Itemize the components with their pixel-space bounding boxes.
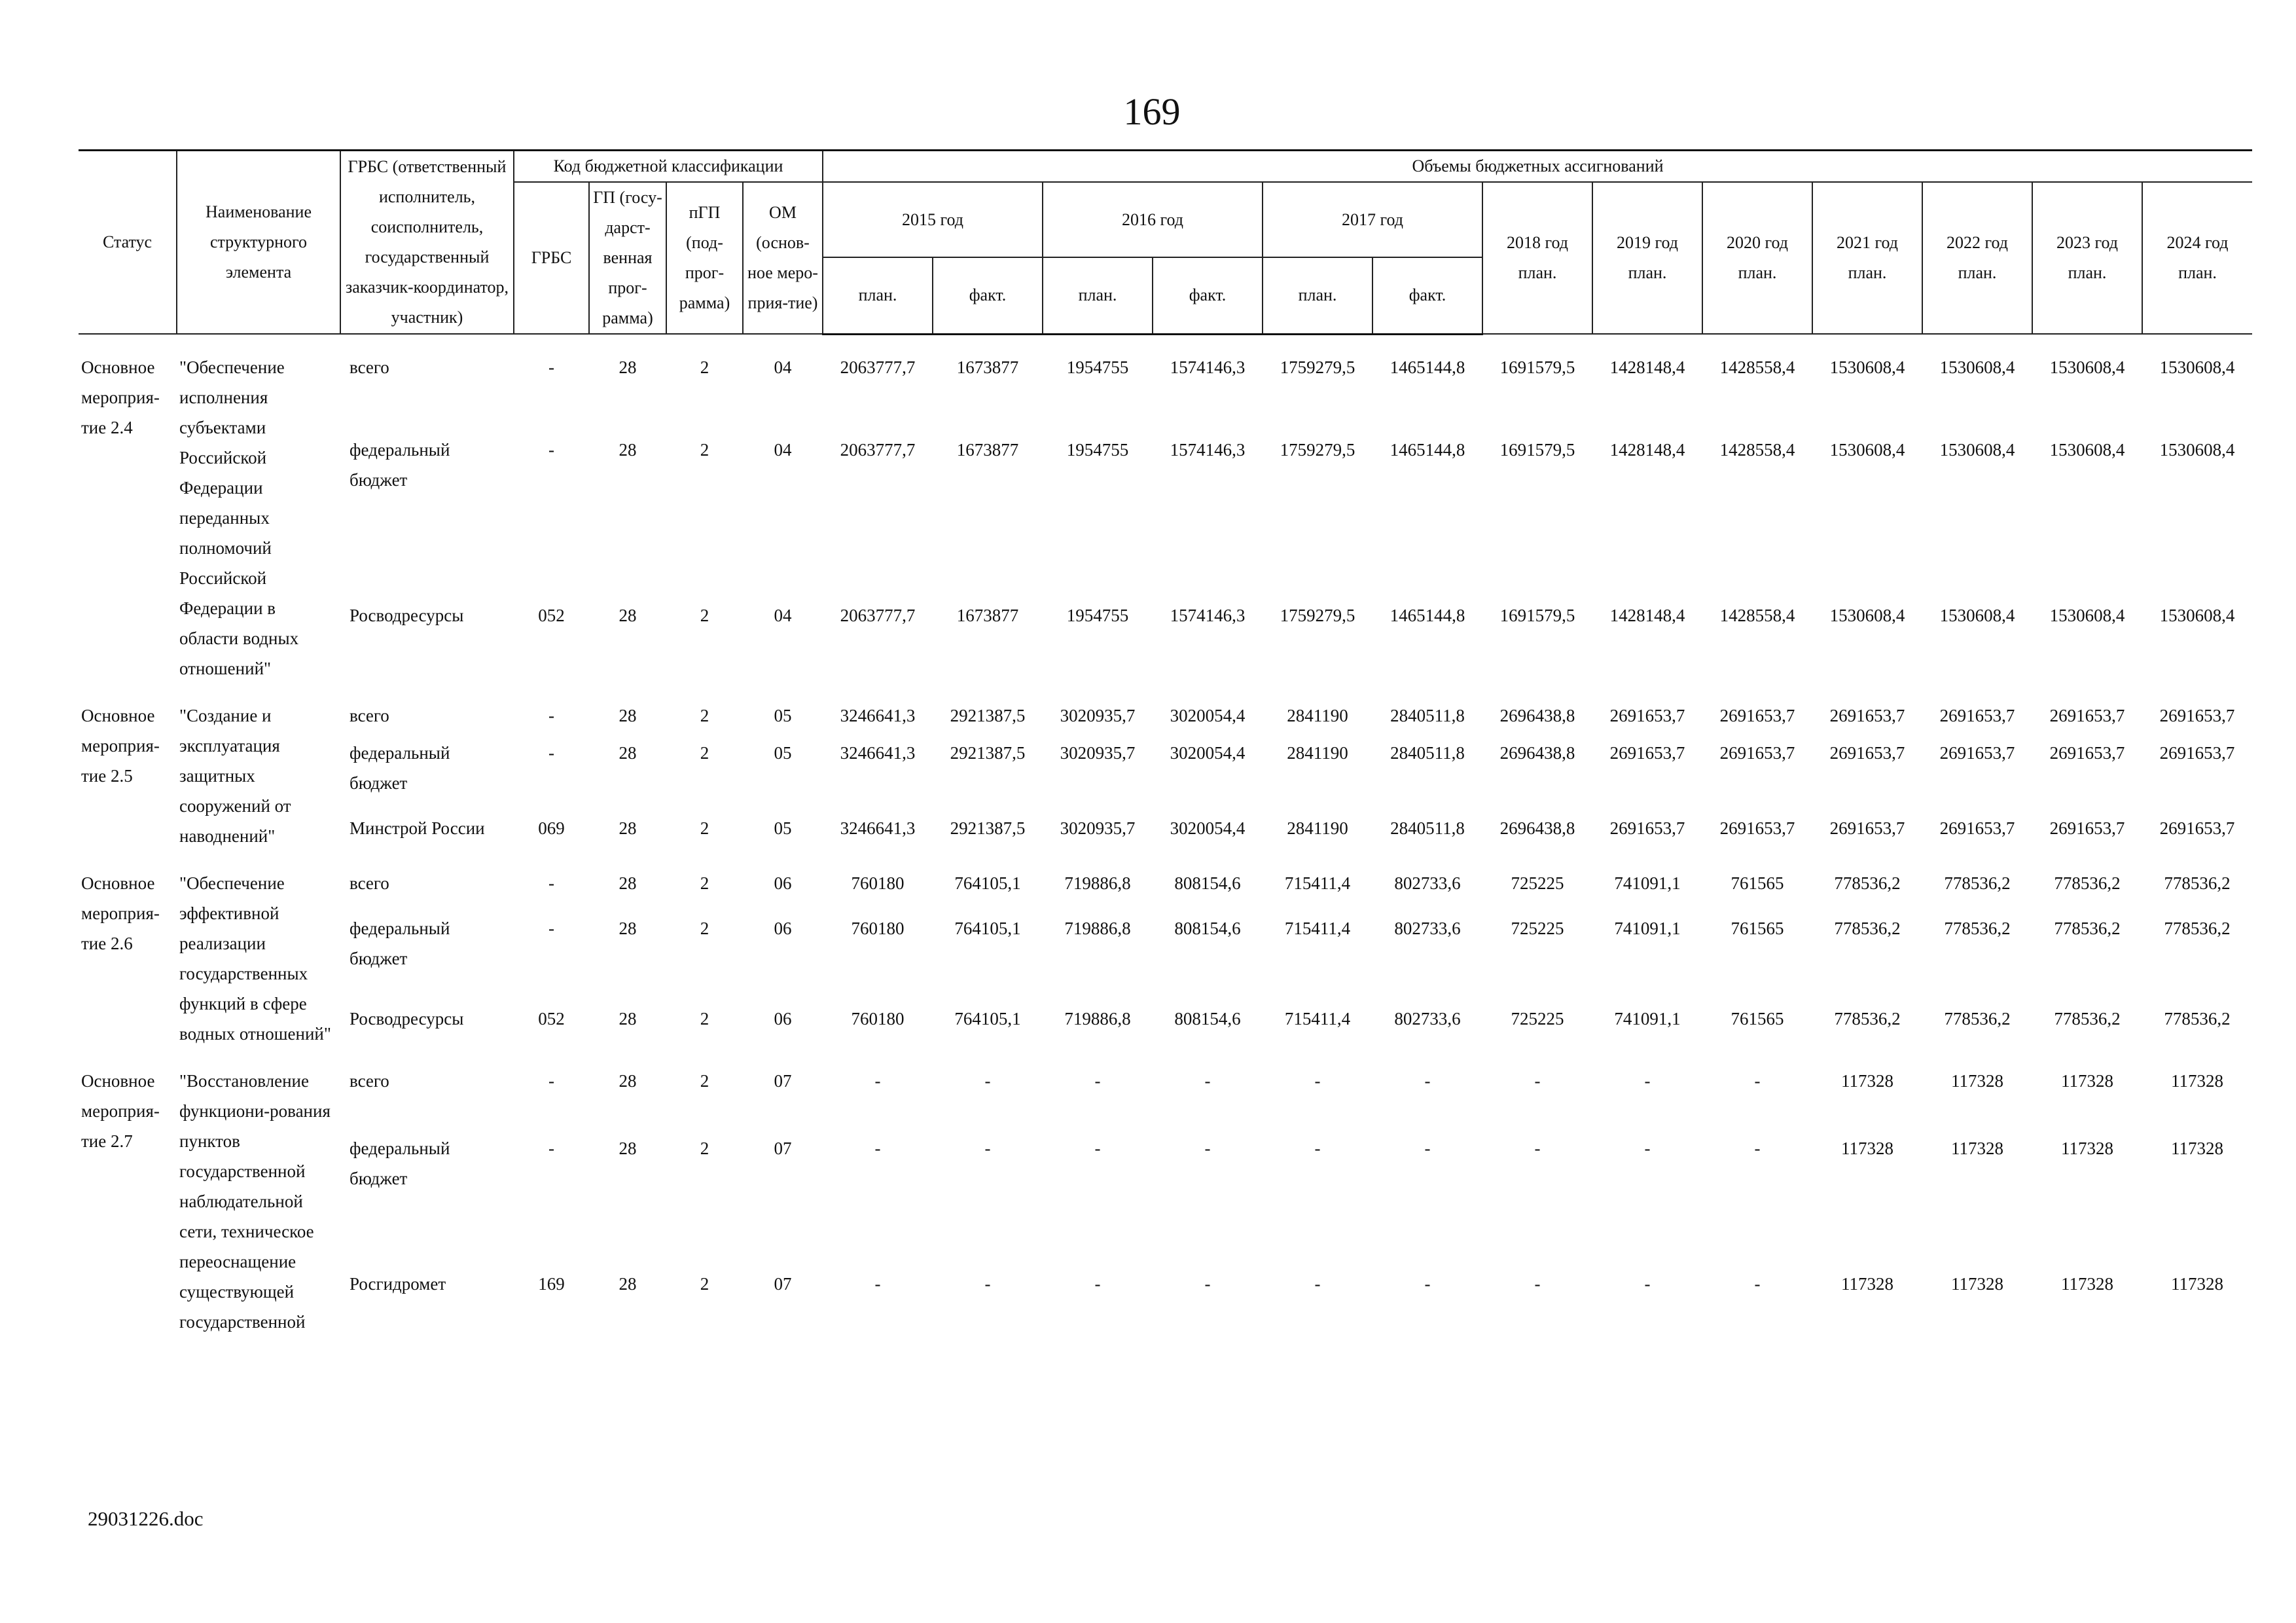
amount-cell: 1759279,5 bbox=[1280, 606, 1355, 625]
amount-cell: 1954755 bbox=[1066, 357, 1129, 377]
grbs-code-cell: - bbox=[548, 743, 554, 763]
pgp-code-cell: 2 bbox=[700, 440, 709, 460]
om-code-cell: 06 bbox=[774, 1008, 792, 1029]
amount-cell: - bbox=[1424, 1139, 1431, 1158]
header-name: Наименование структурного элемента bbox=[177, 151, 340, 335]
amount-cell: 2840511,8 bbox=[1390, 818, 1465, 838]
amount-cell: - bbox=[1754, 1139, 1761, 1158]
om-code-cell: 06 bbox=[774, 918, 792, 938]
table-row bbox=[79, 813, 2252, 851]
amount-cell: 725225 bbox=[1511, 873, 1564, 893]
pgp-code-cell: 2 bbox=[700, 1008, 709, 1029]
table-row bbox=[79, 738, 2252, 813]
amount-cell: - bbox=[1314, 1070, 1321, 1091]
amount-cell: 3020054,4 bbox=[1170, 818, 1246, 838]
amount-cell: 117328 bbox=[1841, 1139, 1893, 1158]
amount-cell: 2691653,7 bbox=[2159, 705, 2235, 725]
amount-cell: 778536,2 bbox=[1944, 918, 2011, 938]
amount-cell: 117328 bbox=[1841, 1070, 1893, 1091]
amount-cell: 1465144,8 bbox=[1390, 357, 1465, 377]
header-pgp: пГП (под-прог-рамма) bbox=[666, 182, 743, 334]
amount-cell: 741091,1 bbox=[1614, 1008, 1681, 1029]
amount-cell: - bbox=[1534, 1070, 1541, 1091]
pgp-code-cell: 2 bbox=[700, 705, 709, 725]
amount-cell: 1759279,5 bbox=[1280, 357, 1355, 377]
amount-cell: 2691653,7 bbox=[1939, 705, 2015, 725]
amount-cell: 778536,2 bbox=[2164, 918, 2231, 938]
amount-cell: 1673877 bbox=[956, 357, 1019, 377]
amount-cell: 760180 bbox=[851, 1008, 905, 1029]
grbs-code-cell: 052 bbox=[538, 1008, 565, 1029]
pgp-code-cell: 2 bbox=[700, 606, 709, 625]
amount-cell: 2691653,7 bbox=[1719, 705, 1795, 725]
table-row bbox=[79, 352, 2252, 435]
gp-code-cell: 28 bbox=[619, 1274, 637, 1294]
amount-cell: 117328 bbox=[2061, 1274, 2113, 1294]
grbs-name-cell: федеральный бюджет bbox=[350, 743, 450, 793]
amount-cell: 808154,6 bbox=[1174, 918, 1241, 938]
header-year-2018: 2018 год план. bbox=[1482, 182, 1592, 334]
om-code-cell: 04 bbox=[774, 606, 792, 625]
amount-cell: - bbox=[1534, 1139, 1541, 1158]
amount-cell: 764105,1 bbox=[954, 1008, 1021, 1029]
amount-cell: 808154,6 bbox=[1174, 873, 1241, 893]
header-year-2017: 2017 год bbox=[1263, 182, 1482, 257]
amount-cell: 1530608,4 bbox=[1829, 606, 1905, 625]
table-row bbox=[79, 1004, 2252, 1049]
amount-cell: 719886,8 bbox=[1064, 918, 1131, 938]
amount-cell: - bbox=[1644, 1274, 1651, 1294]
amount-cell: 2696438,8 bbox=[1499, 818, 1575, 838]
amount-cell: 761565 bbox=[1731, 918, 1784, 938]
amount-cell: 1530608,4 bbox=[2159, 606, 2235, 625]
amount-cell: 1673877 bbox=[956, 606, 1019, 625]
amount-cell: - bbox=[874, 1139, 881, 1158]
amount-cell: 1428558,4 bbox=[1719, 606, 1795, 625]
amount-cell: - bbox=[1094, 1070, 1101, 1091]
amount-cell: 778536,2 bbox=[2054, 1008, 2121, 1029]
amount-cell: 778536,2 bbox=[1834, 918, 1901, 938]
grbs-name-cell: федеральный бюджет bbox=[350, 1139, 450, 1188]
amount-cell: 1574146,3 bbox=[1170, 440, 1246, 460]
amount-cell: 117328 bbox=[1951, 1070, 2003, 1091]
header-status: Статус bbox=[79, 151, 177, 335]
amount-cell: 2840511,8 bbox=[1390, 705, 1465, 725]
amount-cell: 1428148,4 bbox=[1609, 357, 1685, 377]
amount-cell: 2696438,8 bbox=[1499, 743, 1575, 763]
amount-cell: 117328 bbox=[2061, 1139, 2113, 1158]
header-year-2023: 2023 год план. bbox=[2032, 182, 2142, 334]
amount-cell: 1530608,4 bbox=[1939, 606, 2015, 625]
header-kbk: Код бюджетной классификации bbox=[514, 151, 823, 183]
amount-cell: 2691653,7 bbox=[1829, 743, 1905, 763]
amount-cell: 1691579,5 bbox=[1499, 440, 1575, 460]
table-row bbox=[79, 435, 2252, 600]
amount-cell: 1530608,4 bbox=[2159, 357, 2235, 377]
element-name-cell: "Восстановление функциони-рования пунктов государственной наблюдательной сети, техническое переоснащение существующей государственной bbox=[179, 1070, 331, 1332]
group-spacer bbox=[79, 851, 2252, 868]
amount-cell: 760180 bbox=[851, 873, 905, 893]
status-cell: Основное мероприя-тие 2.5 bbox=[81, 705, 160, 786]
grbs-name-cell: Росводресурсы bbox=[350, 1008, 464, 1029]
amount-cell: 761565 bbox=[1731, 1008, 1784, 1029]
status-cell: Основное мероприя-тие 2.4 bbox=[81, 357, 160, 437]
om-code-cell: 04 bbox=[774, 357, 792, 377]
amount-cell: 2841190 bbox=[1287, 818, 1348, 838]
amount-cell: 719886,8 bbox=[1064, 1008, 1131, 1029]
amount-cell: - bbox=[874, 1274, 881, 1294]
amount-cell: 2691653,7 bbox=[2049, 705, 2125, 725]
amount-cell: 2921387,5 bbox=[950, 743, 1026, 763]
amount-cell: 719886,8 bbox=[1064, 873, 1131, 893]
amount-cell: 1759279,5 bbox=[1280, 440, 1355, 460]
om-code-cell: 07 bbox=[774, 1274, 792, 1294]
pgp-code-cell: 2 bbox=[700, 1274, 709, 1294]
gp-code-cell: 28 bbox=[619, 440, 637, 460]
table-row bbox=[79, 913, 2252, 1004]
grbs-code-cell: - bbox=[548, 1139, 554, 1158]
amount-cell: 3020054,4 bbox=[1170, 705, 1246, 725]
header-year-2016: 2016 год bbox=[1043, 182, 1263, 257]
element-name-cell: "Обеспечение исполнения субъектами Российской Федерации переданных полномочий Российской Федерации в области водных отношений" bbox=[179, 357, 299, 678]
amount-cell: 2063777,7 bbox=[840, 440, 916, 460]
table-row bbox=[79, 600, 2252, 684]
amount-cell: 2696438,8 bbox=[1499, 705, 1575, 725]
amount-cell: 778536,2 bbox=[2054, 918, 2121, 938]
amount-cell: 778536,2 bbox=[1944, 1008, 2011, 1029]
header-gp: ГП (госу-дарст-венная прог-рамма) bbox=[589, 182, 666, 334]
grbs-code-cell: - bbox=[548, 873, 554, 893]
amount-cell: 3020935,7 bbox=[1060, 705, 1136, 725]
status-cell: Основное мероприя-тие 2.6 bbox=[81, 873, 160, 953]
header-om: ОМ (основ-ное меро-прия-тие) bbox=[743, 182, 823, 334]
table-row bbox=[79, 868, 2252, 913]
amount-cell: 2691653,7 bbox=[1939, 818, 2015, 838]
gp-code-cell: 28 bbox=[619, 357, 637, 377]
amount-cell: 802733,6 bbox=[1394, 1008, 1461, 1029]
table-row bbox=[79, 1133, 2252, 1269]
amount-cell: 117328 bbox=[1951, 1139, 2003, 1158]
amount-cell: 2691653,7 bbox=[1719, 743, 1795, 763]
amount-cell: 117328 bbox=[1841, 1274, 1893, 1294]
amount-cell: 1954755 bbox=[1066, 440, 1129, 460]
amount-cell: 2921387,5 bbox=[950, 818, 1026, 838]
grbs-code-cell: 169 bbox=[538, 1274, 565, 1294]
amount-cell: 1574146,3 bbox=[1170, 357, 1246, 377]
amount-cell: 3020935,7 bbox=[1060, 743, 1136, 763]
amount-cell: 1691579,5 bbox=[1499, 606, 1575, 625]
amount-cell: 802733,6 bbox=[1394, 918, 1461, 938]
amount-cell: 1428148,4 bbox=[1609, 606, 1685, 625]
amount-cell: 778536,2 bbox=[2054, 873, 2121, 893]
grbs-code-cell: 052 bbox=[538, 606, 565, 625]
amount-cell: 2691653,7 bbox=[1609, 818, 1685, 838]
amount-cell: - bbox=[1204, 1139, 1211, 1158]
header-year-2021: 2021 год план. bbox=[1812, 182, 1922, 334]
amount-cell: 1530608,4 bbox=[1829, 357, 1905, 377]
amount-cell: - bbox=[984, 1139, 991, 1158]
amount-cell: 1673877 bbox=[956, 440, 1019, 460]
grbs-name-cell: всего bbox=[350, 705, 389, 725]
status-cell: Основное мероприя-тие 2.7 bbox=[81, 1070, 160, 1151]
table-header bbox=[79, 151, 2252, 335]
pgp-code-cell: 2 bbox=[700, 918, 709, 938]
amount-cell: 778536,2 bbox=[1834, 1008, 1901, 1029]
amount-cell: 1428558,4 bbox=[1719, 357, 1795, 377]
header-year-2022: 2022 год план. bbox=[1922, 182, 2032, 334]
spacer-cell bbox=[79, 1049, 2252, 1066]
gp-code-cell: 28 bbox=[619, 1008, 637, 1029]
document-filename: 29031226.doc bbox=[88, 1507, 204, 1530]
amount-cell: - bbox=[984, 1274, 991, 1294]
amount-cell: 1530608,4 bbox=[2049, 440, 2125, 460]
grbs-code-cell: - bbox=[548, 1070, 554, 1091]
gp-code-cell: 28 bbox=[619, 705, 637, 725]
amount-cell: 1465144,8 bbox=[1390, 606, 1465, 625]
amount-cell: - bbox=[1314, 1274, 1321, 1294]
pgp-code-cell: 2 bbox=[700, 1139, 709, 1158]
om-code-cell: 06 bbox=[774, 873, 792, 893]
amount-cell: 2691653,7 bbox=[2159, 818, 2235, 838]
header-2016-fact: факт. bbox=[1153, 257, 1263, 334]
amount-cell: 761565 bbox=[1731, 873, 1784, 893]
amount-cell: 778536,2 bbox=[2164, 1008, 2231, 1029]
amount-cell: 1530608,4 bbox=[2049, 357, 2125, 377]
amount-cell: 764105,1 bbox=[954, 918, 1021, 938]
amount-cell: 725225 bbox=[1511, 1008, 1564, 1029]
grbs-code-cell: - bbox=[548, 440, 554, 460]
om-code-cell: 05 bbox=[774, 818, 792, 838]
header-year-2020: 2020 год план. bbox=[1702, 182, 1812, 334]
om-code-cell: 05 bbox=[774, 705, 792, 725]
group-spacer bbox=[79, 684, 2252, 701]
header-2017-fact: факт. bbox=[1372, 257, 1482, 334]
amount-cell: - bbox=[1204, 1070, 1211, 1091]
gp-code-cell: 28 bbox=[619, 918, 637, 938]
amount-cell: - bbox=[1534, 1274, 1541, 1294]
om-code-cell: 05 bbox=[774, 743, 792, 763]
amount-cell: 2691653,7 bbox=[1719, 818, 1795, 838]
amount-cell: 2691653,7 bbox=[1829, 705, 1905, 725]
amount-cell: 1530608,4 bbox=[1939, 440, 2015, 460]
amount-cell: 3246641,3 bbox=[840, 705, 916, 725]
amount-cell: - bbox=[1094, 1274, 1101, 1294]
element-name-cell: "Обеспечение эффективной реализации государственных функций в сфере водных отношений" bbox=[179, 873, 331, 1044]
amount-cell: 725225 bbox=[1511, 918, 1564, 938]
amount-cell: 1530608,4 bbox=[2049, 606, 2125, 625]
pgp-code-cell: 2 bbox=[700, 873, 709, 893]
gp-code-cell: 28 bbox=[619, 606, 637, 625]
amount-cell: 3246641,3 bbox=[840, 818, 916, 838]
amount-cell: 802733,6 bbox=[1394, 873, 1461, 893]
grbs-code-cell: - bbox=[548, 357, 554, 377]
amount-cell: 715411,4 bbox=[1284, 1008, 1351, 1029]
amount-cell: - bbox=[1424, 1274, 1431, 1294]
grbs-name-cell: федеральный бюджет bbox=[350, 918, 450, 968]
amount-cell: 1530608,4 bbox=[2159, 440, 2235, 460]
amount-cell: 2691653,7 bbox=[1609, 705, 1685, 725]
amount-cell: - bbox=[984, 1070, 991, 1091]
grbs-name-cell: Минстрой России bbox=[350, 818, 485, 838]
page-number: 169 bbox=[1123, 90, 1181, 133]
amount-cell: - bbox=[1094, 1139, 1101, 1158]
amount-cell: 1530608,4 bbox=[1829, 440, 1905, 460]
amount-cell: 3020054,4 bbox=[1170, 743, 1246, 763]
group-spacer bbox=[79, 1049, 2252, 1066]
amount-cell: 2691653,7 bbox=[1609, 743, 1685, 763]
gp-code-cell: 28 bbox=[619, 743, 637, 763]
amount-cell: - bbox=[874, 1070, 881, 1091]
table-row bbox=[79, 1269, 2252, 1337]
header-2015-fact: факт. bbox=[933, 257, 1043, 334]
amount-cell: - bbox=[1754, 1070, 1761, 1091]
amount-cell: 741091,1 bbox=[1614, 918, 1681, 938]
gp-code-cell: 28 bbox=[619, 1139, 637, 1158]
amount-cell: 1428148,4 bbox=[1609, 440, 1685, 460]
group-spacer bbox=[79, 334, 2252, 352]
header-grbs: ГРБС bbox=[514, 182, 589, 334]
header-year-2019: 2019 год план. bbox=[1592, 182, 1702, 334]
grbs-code-cell: 069 bbox=[538, 818, 565, 838]
amount-cell: 2840511,8 bbox=[1390, 743, 1465, 763]
pgp-code-cell: 2 bbox=[700, 357, 709, 377]
pgp-code-cell: 2 bbox=[700, 818, 709, 838]
element-name-cell: "Создание и эксплуатация защитных сооружений от наводнений" bbox=[179, 705, 291, 846]
gp-code-cell: 28 bbox=[619, 873, 637, 893]
amount-cell: 778536,2 bbox=[2164, 873, 2231, 893]
grbs-code-cell: - bbox=[548, 918, 554, 938]
amount-cell: 778536,2 bbox=[1834, 873, 1901, 893]
amount-cell: 2691653,7 bbox=[1829, 818, 1905, 838]
grbs-name-cell: Росгидромет bbox=[350, 1274, 446, 1294]
grbs-name-cell: всего bbox=[350, 873, 389, 893]
amount-cell: 3020935,7 bbox=[1060, 818, 1136, 838]
om-code-cell: 07 bbox=[774, 1139, 792, 1158]
amount-cell: 1574146,3 bbox=[1170, 606, 1246, 625]
header-year-2015: 2015 год bbox=[823, 182, 1043, 257]
table-row bbox=[79, 701, 2252, 739]
amount-cell: - bbox=[1754, 1274, 1761, 1294]
amount-cell: 2691653,7 bbox=[2049, 743, 2125, 763]
amount-cell: - bbox=[1314, 1139, 1321, 1158]
amount-cell: - bbox=[1204, 1274, 1211, 1294]
amount-cell: - bbox=[1644, 1070, 1651, 1091]
amount-cell: 778536,2 bbox=[1944, 873, 2011, 893]
amount-cell: 2691653,7 bbox=[2049, 818, 2125, 838]
header-2015-plan: план. bbox=[823, 257, 933, 334]
grbs-name-cell: всего bbox=[350, 1070, 389, 1091]
header-2017-plan: план. bbox=[1263, 257, 1372, 334]
table-body bbox=[79, 334, 2252, 1337]
amount-cell: 2691653,7 bbox=[1939, 743, 2015, 763]
amount-cell: 741091,1 bbox=[1614, 873, 1681, 893]
grbs-name-cell: всего bbox=[350, 357, 389, 377]
amount-cell: - bbox=[1644, 1139, 1651, 1158]
gp-code-cell: 28 bbox=[619, 1070, 637, 1091]
pgp-code-cell: 2 bbox=[700, 743, 709, 763]
header-year-2024: 2024 год план. bbox=[2142, 182, 2252, 334]
amount-cell: 764105,1 bbox=[954, 873, 1021, 893]
header-volumes: Объемы бюджетных ассигнований bbox=[823, 151, 2252, 183]
table-row bbox=[79, 1066, 2252, 1134]
header-grbs-responsible: ГРБС (ответственный исполнитель, соисполнитель, государственный заказчик-координатор, участник) bbox=[340, 151, 514, 335]
gp-code-cell: 28 bbox=[619, 818, 637, 838]
amount-cell: 2841190 bbox=[1287, 743, 1348, 763]
amount-cell: 2063777,7 bbox=[840, 606, 916, 625]
amount-cell: 1465144,8 bbox=[1390, 440, 1465, 460]
header-2016-plan: план. bbox=[1043, 257, 1153, 334]
amount-cell: 2921387,5 bbox=[950, 705, 1026, 725]
om-code-cell: 07 bbox=[774, 1070, 792, 1091]
amount-cell: 1954755 bbox=[1066, 606, 1129, 625]
spacer-cell bbox=[79, 334, 2252, 352]
amount-cell: 1691579,5 bbox=[1499, 357, 1575, 377]
om-code-cell: 04 bbox=[774, 440, 792, 460]
amount-cell: 2063777,7 bbox=[840, 357, 916, 377]
budget-table bbox=[79, 149, 2252, 1337]
spacer-cell bbox=[79, 851, 2252, 868]
amount-cell: 1530608,4 bbox=[1939, 357, 2015, 377]
amount-cell: 117328 bbox=[1951, 1274, 2003, 1294]
amount-cell: 117328 bbox=[2171, 1274, 2223, 1294]
amount-cell: 760180 bbox=[851, 918, 905, 938]
grbs-name-cell: Росводресурсы bbox=[350, 606, 464, 625]
amount-cell: 3246641,3 bbox=[840, 743, 916, 763]
amount-cell: 117328 bbox=[2061, 1070, 2113, 1091]
amount-cell: 715411,4 bbox=[1284, 873, 1351, 893]
amount-cell: 117328 bbox=[2171, 1070, 2223, 1091]
amount-cell: 1428558,4 bbox=[1719, 440, 1795, 460]
amount-cell: 2841190 bbox=[1287, 705, 1348, 725]
amount-cell: 715411,4 bbox=[1284, 918, 1351, 938]
grbs-name-cell: федеральный бюджет bbox=[350, 440, 450, 490]
amount-cell: 117328 bbox=[2171, 1139, 2223, 1158]
amount-cell: - bbox=[1424, 1070, 1431, 1091]
pgp-code-cell: 2 bbox=[700, 1070, 709, 1091]
amount-cell: 2691653,7 bbox=[2159, 743, 2235, 763]
amount-cell: 808154,6 bbox=[1174, 1008, 1241, 1029]
grbs-code-cell: - bbox=[548, 705, 554, 725]
spacer-cell bbox=[79, 684, 2252, 701]
